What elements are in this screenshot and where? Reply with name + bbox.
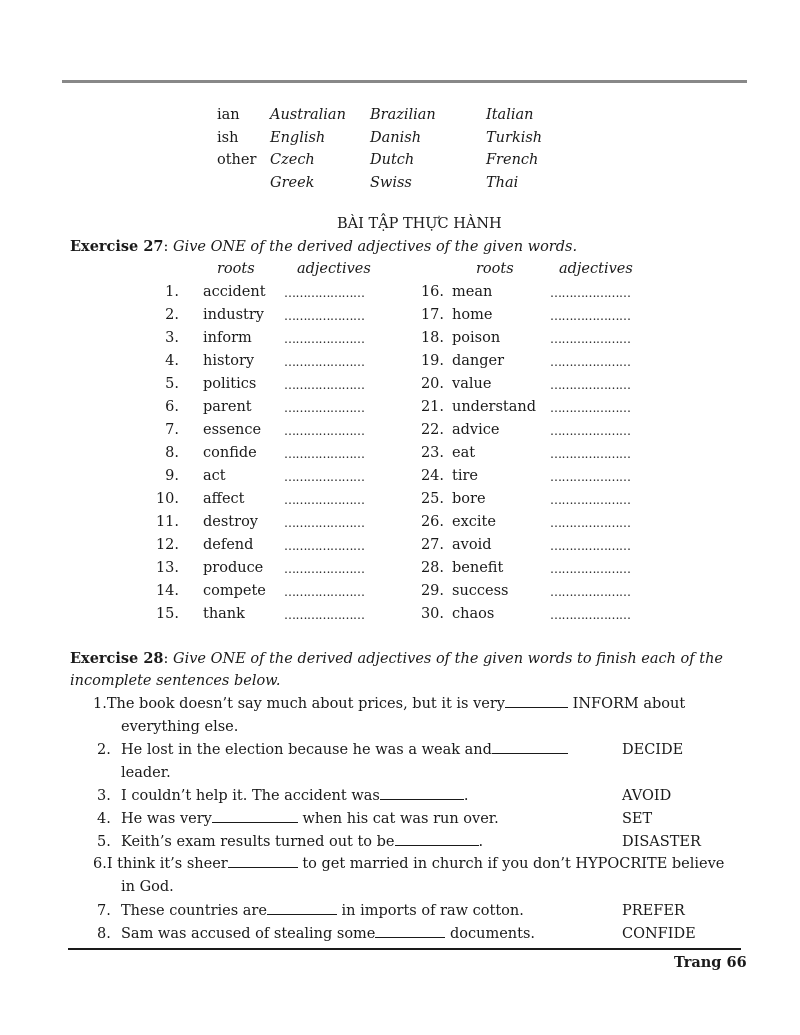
item-number: 11. bbox=[155, 514, 179, 530]
sentence-text: Sam was accused of stealing some bbox=[121, 926, 376, 942]
sentence-item bbox=[93, 785, 468, 807]
exercise-label: Exercise 28 bbox=[70, 650, 164, 667]
sentence-text: documents. bbox=[445, 926, 536, 942]
column-header-adjectives: adjectives bbox=[297, 261, 371, 277]
sentence-text: . bbox=[463, 788, 469, 804]
sentence-text: in imports of raw cotton. bbox=[336, 903, 524, 919]
sentence-item bbox=[93, 900, 524, 922]
root-word: bore bbox=[452, 491, 486, 507]
sentence-text: These countries are bbox=[121, 903, 267, 919]
answer-blank[interactable]: ………………… bbox=[284, 608, 365, 622]
item-number: 23. bbox=[420, 445, 444, 461]
item-number: 22. bbox=[420, 422, 444, 438]
item-number: 16. bbox=[420, 284, 444, 300]
keyword: PREFER bbox=[622, 903, 685, 919]
root-word: thank bbox=[203, 606, 245, 622]
answer-blank[interactable]: ………………… bbox=[284, 355, 365, 369]
fill-in-blank[interactable] bbox=[395, 831, 479, 846]
item-number: 1. bbox=[165, 284, 179, 300]
nationality-word: Turkish bbox=[486, 130, 543, 146]
bottom-rule bbox=[68, 948, 741, 950]
root-word: value bbox=[452, 376, 492, 392]
item-number: 18. bbox=[420, 330, 444, 346]
nationality-word: Dutch bbox=[370, 152, 415, 168]
root-word: defend bbox=[203, 537, 254, 553]
item-number: 14. bbox=[155, 583, 179, 599]
root-word: compete bbox=[203, 583, 266, 599]
exercise-instruction: Give ONE of the derived adjectives of the given words to finish each of the bbox=[173, 651, 724, 667]
item-number: 24. bbox=[420, 468, 444, 484]
answer-blank[interactable]: ………………… bbox=[284, 516, 365, 530]
root-word: politics bbox=[203, 376, 257, 392]
sentence-text: He lost in the election because he was a weak and bbox=[121, 742, 492, 758]
answer-blank[interactable]: ………………… bbox=[550, 516, 631, 530]
nationality-word: Brazilian bbox=[370, 107, 436, 123]
item-number: 7. bbox=[97, 903, 111, 919]
answer-blank[interactable]: ………………… bbox=[284, 401, 365, 415]
keyword: AVOID bbox=[622, 788, 672, 804]
fill-in-blank[interactable] bbox=[380, 785, 464, 800]
answer-blank[interactable]: ………………… bbox=[550, 424, 631, 438]
sentence-item bbox=[93, 693, 685, 715]
root-word: eat bbox=[452, 445, 476, 461]
nationality-word: Australian bbox=[270, 107, 346, 123]
item-number: 19. bbox=[420, 353, 444, 369]
sentence-text: I think it’s sheer bbox=[106, 856, 228, 872]
item-number: 8. bbox=[165, 445, 179, 461]
sentence-item bbox=[93, 853, 724, 875]
item-number: 17. bbox=[420, 307, 444, 323]
answer-blank[interactable]: ………………… bbox=[550, 585, 631, 599]
item-number: 8. bbox=[97, 926, 111, 942]
fill-in-blank[interactable] bbox=[267, 900, 337, 915]
answer-blank[interactable]: ………………… bbox=[550, 447, 631, 461]
answer-blank[interactable]: ………………… bbox=[284, 493, 365, 507]
item-number: 28. bbox=[420, 560, 444, 576]
item-number: 29. bbox=[420, 583, 444, 599]
item-number: 25. bbox=[420, 491, 444, 507]
answer-blank[interactable]: ………………… bbox=[284, 585, 365, 599]
keyword: DISASTER bbox=[622, 834, 701, 850]
item-number: 7. bbox=[165, 422, 179, 438]
fill-in-blank[interactable] bbox=[212, 808, 298, 823]
answer-blank[interactable]: ………………… bbox=[550, 378, 631, 392]
sentence-item bbox=[93, 923, 535, 945]
sentence-item bbox=[93, 831, 483, 853]
answer-blank[interactable]: ………………… bbox=[284, 562, 365, 576]
root-word: tire bbox=[452, 468, 478, 484]
sentence-text: He was very bbox=[121, 811, 212, 827]
nationality-word: English bbox=[270, 130, 326, 146]
column-header-roots: roots bbox=[217, 261, 255, 277]
answer-blank[interactable]: ………………… bbox=[550, 539, 631, 553]
root-word: essence bbox=[203, 422, 262, 438]
sentence-text: . bbox=[478, 834, 484, 850]
item-number: 4. bbox=[165, 353, 179, 369]
root-word: affect bbox=[203, 491, 245, 507]
root-word: success bbox=[452, 583, 509, 599]
sentence-continuation: everything else. bbox=[121, 719, 239, 735]
answer-blank[interactable]: ………………… bbox=[284, 286, 365, 300]
root-word: understand bbox=[452, 399, 537, 415]
sentence-text: The book doesn’t say much about prices, but it is very bbox=[106, 696, 505, 712]
nationality-word: French bbox=[486, 152, 539, 168]
item-number: 26. bbox=[420, 514, 444, 530]
answer-blank[interactable]: ………………… bbox=[284, 378, 365, 392]
suffix-label: ian bbox=[217, 107, 240, 123]
fill-in-blank[interactable] bbox=[505, 693, 568, 708]
answer-blank[interactable]: ………………… bbox=[284, 539, 365, 553]
item-number: 15. bbox=[155, 606, 179, 622]
sentence-item bbox=[93, 739, 568, 761]
item-number: 30. bbox=[420, 606, 444, 622]
fill-in-blank[interactable] bbox=[375, 923, 445, 938]
exercise-instruction-cont: incomplete sentences below. bbox=[70, 673, 281, 689]
root-word: poison bbox=[452, 330, 501, 346]
sentence-continuation: in God. bbox=[121, 879, 174, 895]
suffix-label: other bbox=[217, 152, 257, 168]
nationality-word: Danish bbox=[370, 130, 422, 146]
sentence-text: to get married in church if you don’t HYPOCRITE believe bbox=[297, 856, 725, 872]
item-number: 5. bbox=[97, 834, 111, 850]
item-number: 13. bbox=[155, 560, 179, 576]
root-word: history bbox=[203, 353, 255, 369]
root-word: home bbox=[452, 307, 493, 323]
item-number: 9. bbox=[165, 468, 179, 484]
root-word: avoid bbox=[452, 537, 492, 553]
sentence-text: I couldn’t help it. The accident was bbox=[121, 788, 380, 804]
answer-blank[interactable]: ………………… bbox=[550, 355, 631, 369]
root-word: destroy bbox=[203, 514, 258, 530]
exercise-instruction: Give ONE of the derived adjectives of the given words. bbox=[173, 239, 578, 255]
item-number: 21. bbox=[420, 399, 444, 415]
answer-blank[interactable]: ………………… bbox=[550, 286, 631, 300]
nationality-word: Italian bbox=[486, 107, 534, 123]
root-word: industry bbox=[203, 307, 264, 323]
answer-blank[interactable]: ………………… bbox=[550, 309, 631, 323]
item-number: 2. bbox=[165, 307, 179, 323]
root-word: mean bbox=[452, 284, 493, 300]
item-number: 12. bbox=[155, 537, 179, 553]
exercise-28-heading bbox=[70, 648, 723, 670]
page-number: Trang 66 bbox=[674, 954, 747, 971]
sentence-item bbox=[93, 808, 499, 830]
item-number: 6. bbox=[165, 399, 179, 415]
item-number: 27. bbox=[420, 537, 444, 553]
root-word: inform bbox=[203, 330, 252, 346]
root-word: advice bbox=[452, 422, 500, 438]
fill-in-blank[interactable] bbox=[228, 853, 298, 868]
item-number: 4. bbox=[97, 811, 111, 827]
top-rule bbox=[62, 80, 747, 83]
root-word: produce bbox=[203, 560, 264, 576]
answer-blank[interactable]: ………………… bbox=[550, 562, 631, 576]
answer-blank[interactable]: ………………… bbox=[284, 309, 365, 323]
answer-blank[interactable]: ………………… bbox=[550, 401, 631, 415]
column-header-adjectives: adjectives bbox=[559, 261, 633, 277]
sentence-text: INFORM about bbox=[568, 696, 686, 712]
sentence-text: when his cat was run over. bbox=[297, 811, 499, 827]
root-word: danger bbox=[452, 353, 505, 369]
answer-blank[interactable]: ………………… bbox=[284, 332, 365, 346]
sentence-text: Keith’s exam results turned out to be bbox=[121, 834, 395, 850]
item-number: 3. bbox=[97, 788, 111, 804]
answer-blank[interactable]: ………………… bbox=[284, 447, 365, 461]
exercise-colon: : bbox=[163, 651, 169, 667]
answer-blank[interactable]: ………………… bbox=[284, 424, 365, 438]
item-number: 3. bbox=[165, 330, 179, 346]
item-number: 20. bbox=[420, 376, 444, 392]
fill-in-blank[interactable] bbox=[492, 739, 568, 754]
root-word: accident bbox=[203, 284, 266, 300]
suffix-label: ish bbox=[217, 130, 239, 146]
nationality-word: Czech bbox=[270, 152, 315, 168]
root-word: confide bbox=[203, 445, 257, 461]
nationality-word: Greek bbox=[270, 175, 315, 191]
root-word: excite bbox=[452, 514, 496, 530]
exercise-label: Exercise 27 bbox=[70, 238, 164, 255]
keyword: SET bbox=[622, 811, 653, 827]
answer-blank[interactable]: ………………… bbox=[550, 470, 631, 484]
keyword: CONFIDE bbox=[622, 926, 696, 942]
item-number: 6. bbox=[93, 856, 107, 872]
answer-blank[interactable]: ………………… bbox=[550, 332, 631, 346]
nationality-word: Thai bbox=[486, 175, 519, 191]
root-word: chaos bbox=[452, 606, 495, 622]
column-header-roots: roots bbox=[476, 261, 514, 277]
sentence-continuation: leader. bbox=[121, 765, 171, 781]
item-number: 5. bbox=[165, 376, 179, 392]
keyword: DECIDE bbox=[622, 742, 684, 758]
exercise-colon: : bbox=[163, 239, 169, 255]
item-number: 10. bbox=[155, 491, 179, 507]
nationality-word: Swiss bbox=[370, 175, 412, 191]
root-word: parent bbox=[203, 399, 252, 415]
item-number: 2. bbox=[97, 742, 111, 758]
answer-blank[interactable]: ………………… bbox=[550, 608, 631, 622]
root-word: act bbox=[203, 468, 226, 484]
root-word: benefit bbox=[452, 560, 504, 576]
item-number: 1. bbox=[93, 696, 107, 712]
answer-blank[interactable]: ………………… bbox=[284, 470, 365, 484]
section-title: BÀI TẬP THỰC HÀNH bbox=[337, 216, 502, 232]
exercise-27-heading bbox=[70, 236, 577, 258]
answer-blank[interactable]: ………………… bbox=[550, 493, 631, 507]
